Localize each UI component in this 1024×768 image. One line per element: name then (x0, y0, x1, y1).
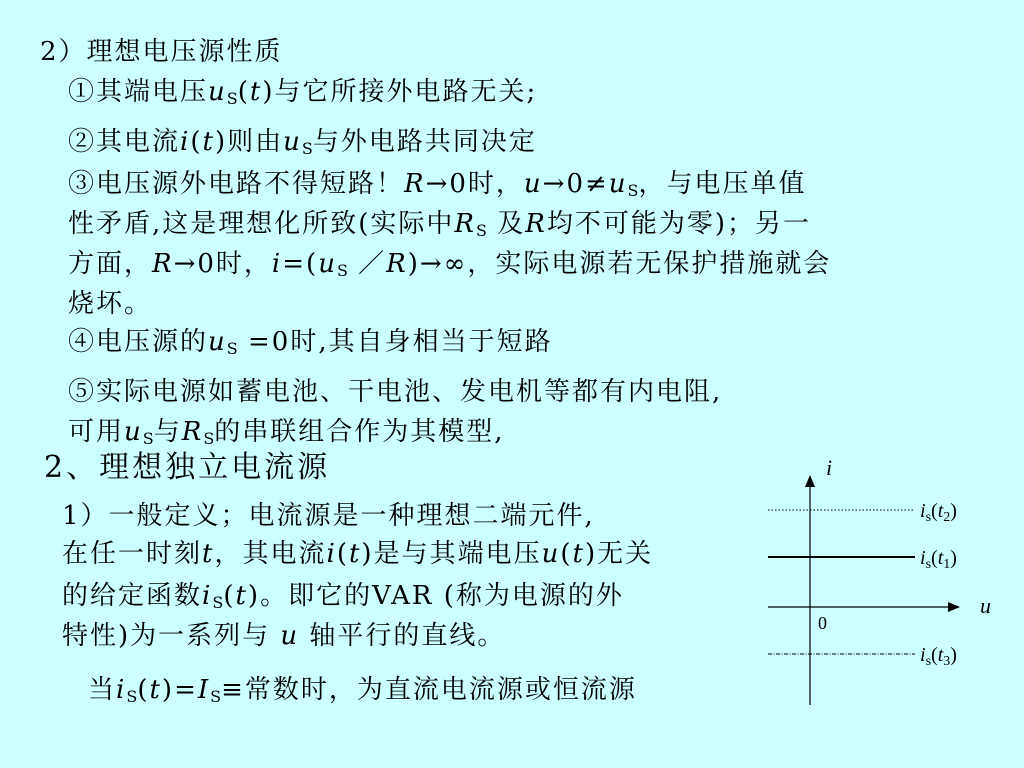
definition-line-2: 在任一时刻t，其电流i(t)是与其端电压u(t)无关 (62, 539, 654, 569)
property-5-line-1: ⑤实际电源如蓄电池、干电池、发电机等都有内电阻, (68, 377, 723, 407)
property-2: ②其电流i(t)则由$u_S$与外电路共同决定 (68, 127, 537, 158)
current-line-t3-label: $i_s(t_3)$ (920, 644, 957, 669)
property-3-line-3: 方面，R→0时，$i=(u_S$ ／R)→∞，实际电源若无保护措施就会 (68, 249, 832, 280)
property-3-line-1: ③电压源外电路不得短路！R→0时，$u\to 0\ne u_S$，与电压单值 (68, 169, 807, 200)
section-heading-current-source: 2、理想独立电流源 (44, 450, 331, 485)
current-line-t2-label: $i_s(t_2)$ (920, 500, 957, 525)
property-3-line-4: 烧坏。 (68, 289, 153, 319)
definition-line-4: 特性)为一系列与 u 轴平行的直线。 (62, 621, 506, 651)
origin-label: 0 (818, 613, 827, 633)
dc-current-source-note: 当$i_S(t)=I_S\equiv$常数时，为直流电流源或恒流源 (88, 675, 637, 706)
property-5-line-2: 可用$u_S$与$R_S$的串联组合作为其模型, (68, 417, 505, 448)
definition-line-1: 1）一般定义；电流源是一种理想二端元件, (62, 501, 595, 531)
property-1: ①其端电压$u_S(t)$与它所接外电路无关; (68, 77, 538, 108)
property-4: ④电压源的$u_S =0$时,其自身相当于短路 (68, 327, 553, 358)
definition-line-3: 的给定函数$i_S(t)$。即它的VAR (称为电源的外 (62, 581, 624, 612)
property-3-line-2: 性矛盾,这是理想化所致(实际中$R_S$ 及R均不可能为零)；另一 (68, 209, 811, 240)
vi-characteristic-graph (760, 455, 1000, 710)
current-line-t1-label: $i_s(t_1)$ (920, 547, 957, 572)
vertical-axis-label: i (826, 455, 833, 480)
horizontal-axis-label: u (980, 593, 991, 618)
section-heading-voltage-source: 2）理想电压源性质 (40, 37, 283, 67)
